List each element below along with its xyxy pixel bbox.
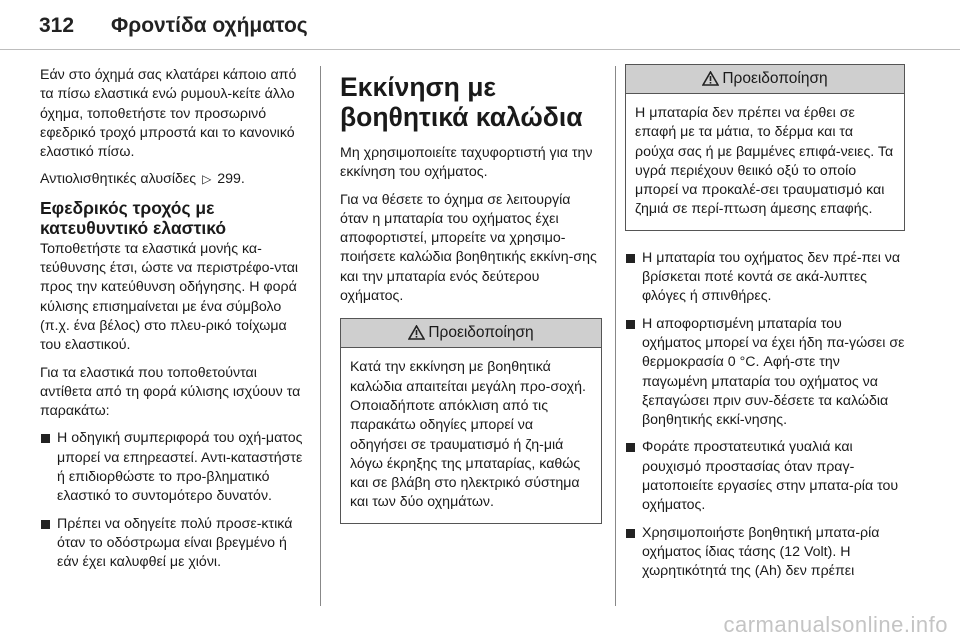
warning-header — [626, 65, 904, 94]
warning-icon — [408, 325, 425, 340]
warning-header — [341, 319, 601, 348]
warning-icon — [702, 71, 719, 86]
page-number: 312 — [39, 14, 75, 37]
list-item: Η οδηγική συμπεριφορά του οχή-ματος μπορεί να επηρεαστεί. Αντι-καταστήστε ή επιδιορθώστε το προ-βληματικό ελαστικό το συντομότερο δυνατόν. — [40, 429, 304, 506]
list-item: Φοράτε προστατευτικά γυαλιά και ρουχισμό προστασίας όταν πραγ-ματοποιείτε εργασίες στην μπατα-ρία του οχήματος. — [625, 438, 905, 515]
paragraph-jump-start: Για να θέσετε το όχημα σε λειτουργία όταν η μπαταρία του οχήματος έχει αποφορτιστεί, μπορείτε να χρησιμο-ποιήσετε καλώδια βοηθητικής εκκίνη-σης και την μπαταρία ενός δεύτερου οχήματος. — [340, 191, 597, 305]
page-header — [0, 0, 960, 44]
list-item: Πρέπει να οδηγείτε πολύ προσε-κτικά όταν το οδόστρωμα είναι βρεγμένο ή εάν έχει καλυφθεί με χιόνι. — [40, 515, 304, 573]
list-item: Η αποφορτισμένη μπαταρία του οχήματος μπορεί να έχει ήδη πα-γώσει σε θερμοκρασία 0 °C. Αφή-στε την παγωμένη μπαταρία του οχήματος να ξεπαγώσει πριν συν-δέσετε τα καλώδια βοηθητικής εκκί-νησης. — [625, 315, 905, 431]
page-reference-icon: ▷ — [202, 172, 212, 187]
paragraph-opposite: Για τα ελαστικά που τοποθετούνται αντίθετα από τη φορά κύλισης ισχύουν τα παρακάτω: — [40, 364, 301, 420]
section-heading-jump-start: Εκκίνηση με βοηθητικά καλώδια — [340, 72, 583, 132]
snow-chains-text: Αντιολισθητικές αλυσίδες — [40, 171, 197, 188]
column-right — [625, 64, 905, 590]
list-item: Χρησιμοποιήστε βοηθητική μπατα-ρία οχήματος ίδιας τάσης (12 Volt). Η χωρητικότητά της (Ah) δεν πρέπει — [625, 524, 905, 582]
page-title: Φροντίδα οχήματος — [111, 14, 308, 37]
warning-text: Κατά την εκκίνηση με βοηθητικά καλώδια απαιτείται μεγάλη προ-σοχή. Οποιαδήποτε απόκλιση από τις παρακάτω οδηγίες μπορεί να οδηγήσει σε τραυματισμό ή ζη-μιά λόγω έκρηξης της μπαταρίας, καθώς και σε βλάβη στο ηλεκτρικό σύστημα και των δύο οχημάτων. — [350, 359, 586, 511]
warning-text: Η μπαταρία δεν πρέπει να έρθει σε επαφή με τα μάτια, το δέρμα και τα ρούχα σας ή με βαμμένες επιφά-νειες. Τα υγρά περιέχουν θειικό οξύ το οποίο μπορεί να προκαλέ-σει τραυματισμό και ζημιά σε περί-πτωση άμεσης επαφής. — [635, 105, 894, 218]
bullet-list-right — [625, 249, 905, 582]
column-divider-1 — [320, 66, 321, 606]
warning-box — [625, 64, 905, 231]
header-divider — [0, 49, 960, 50]
column-left — [40, 66, 304, 581]
section-heading-directional-tyre: Εφεδρικός τροχός με κατευθυντικό ελαστικό — [40, 197, 227, 238]
snow-chains-page: 299. — [217, 171, 245, 188]
paragraph-towing: Εάν στο όχημά σας κλατάρει κάποιο από τα πίσω ελαστικά ενώ ρυμουλ-κείτε άλλο όχημα, τοποθετήστε τον προσωρινό εφεδρικό τροχό μπροστά και το κανονικό ελαστικό πίσω. — [40, 67, 297, 161]
watermark: carmanualsonline.info — [723, 612, 948, 637]
paragraph-snow-chains-ref — [40, 170, 304, 189]
column-middle — [340, 72, 602, 534]
column-divider-2 — [615, 66, 616, 606]
warning-title: Προειδοποίηση — [722, 70, 828, 87]
paragraph-no-fast-charger: Μη χρησιμοποιείτε ταχυφορτιστή για την εκκίνηση του οχήματος. — [340, 145, 593, 181]
warning-title: Προειδοποίηση — [428, 324, 534, 342]
bullet-list-left — [40, 429, 304, 572]
list-item: Η μπαταρία του οχήματος δεν πρέ-πει να βρίσκεται ποτέ κοντά σε ακά-λυπτες φλόγες ή σπινθήρες. — [625, 249, 905, 307]
warning-box — [340, 318, 602, 523]
paragraph-directional: Τοποθετήστε τα ελαστικά μονής κα-τεύθυνσης έτσι, ώστε να περιστρέφο-νται προς την κατεύθυνση οδήγησης. Η φορά κύλισης επισημαίνεται με ένα σύμβολο (π.χ. ένα βέλος) στο πλευ-ρικό τοίχωμα του ελαστικού. — [40, 240, 299, 354]
